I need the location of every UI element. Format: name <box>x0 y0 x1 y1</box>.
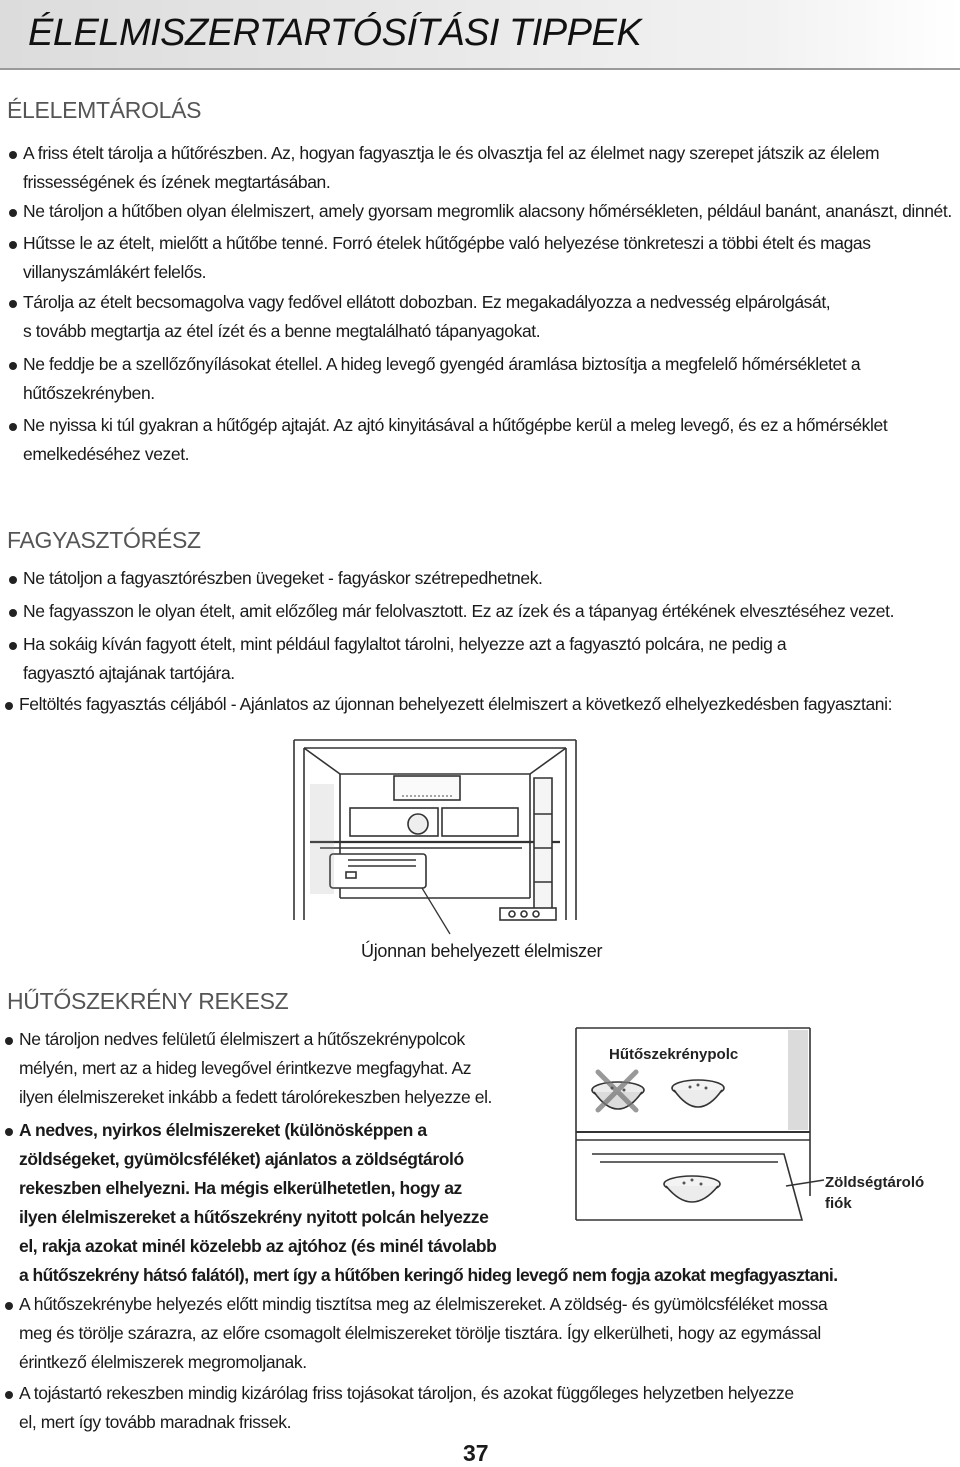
text-line: ilyen élelmiszereket a hűtőszekrény nyitott polcán helyezze <box>19 1207 489 1227</box>
bullet-dot <box>9 209 17 217</box>
fridge-heading: HŰTŐSZEKRÉNY REKESZ <box>7 988 289 1014</box>
text-line: mélyén, mert az a hideg levegővel érintkezve megfagyhat. Az <box>19 1058 472 1078</box>
bullet-dot <box>9 576 17 584</box>
text-line: Tárolja az ételt becsomagolva vagy fedővel ellátott dobozban. Ez megakadályozza a nedvesség elpárolgását, <box>23 292 831 312</box>
text-line: Ne tátoljon a fagyasztórészben üvegeket - fagyáskor szétrepedhetnek. <box>23 568 543 588</box>
storage-heading: ÉLELEMTÁROLÁS <box>7 97 202 123</box>
bullet-dot <box>5 1128 13 1136</box>
bullet-dot <box>9 362 17 370</box>
text-line: fagyasztó ajtajának tartójára. <box>23 663 235 683</box>
title-bar <box>0 0 960 70</box>
storage-bullet-2 <box>23 197 952 226</box>
storage-bullet-1 <box>23 139 879 197</box>
text-line: Ne tároljon nedves felületű élelmiszert a hűtőszekrénypolcok <box>19 1029 465 1049</box>
drawer-label-line1: Zöldségtároló <box>825 1174 925 1191</box>
storage-bullet-3 <box>23 229 871 287</box>
drawer-label-line2: fiók <box>825 1195 852 1212</box>
fridge-bullet-3 <box>19 1290 827 1377</box>
fridge-bullet-1 <box>19 1025 492 1112</box>
text-line: frissességének és ízének megtartásában. <box>23 172 331 192</box>
text-line: Ne feddje be a szellőzőnyílásokat étellel. A hideg levegő gyengéd áramlása biztosítja a megfelelő hőmérsékletet a <box>23 354 861 374</box>
bullet-dot <box>9 423 17 431</box>
text-line: A nedves, nyirkos élelmiszereket (különösképpen a <box>19 1120 427 1140</box>
text-line: A friss ételt tárolja a hűtőrészben. Az, hogyan fagyasztja le és olvasztja fel az élelmet nagy szerepet játszik az élelem <box>23 143 880 163</box>
bullet-dot <box>5 702 13 710</box>
bullet-dot <box>9 241 17 249</box>
freezer-heading: FAGYASZTÓRÉSZ <box>7 527 201 553</box>
page-number: 37 <box>463 1440 489 1466</box>
text-line: A tojástartó rekeszben mindig kizárólag friss tojásokat tároljon, és azokat függőleges helyzetben helyezze <box>19 1383 794 1403</box>
bullet-dot <box>9 300 17 308</box>
text-line: rekeszben elhelyezni. Ha mégis elkerülhetetlen, hogy az <box>19 1178 462 1198</box>
freezer-bullet-1 <box>23 564 543 593</box>
bullet-dot <box>5 1391 13 1399</box>
freezer-bullet-3 <box>23 630 786 688</box>
text-line: villanyszámlákért felelős. <box>23 262 207 282</box>
text-line: emelkedéséhez vezet. <box>23 444 190 464</box>
freezer-bullet-2 <box>23 597 894 626</box>
text-line: s tovább megtartja az étel ízét és a benne megtalálható tápanyagokat. <box>23 321 541 341</box>
text-line: ilyen élelmiszereket inkább a fedett tárolórekeszben helyezze el. <box>19 1087 493 1107</box>
freezer-bullet-4 <box>19 690 892 719</box>
fridge-bullet-4 <box>19 1379 794 1437</box>
text-line: A hűtőszekrénybe helyezés előtt mindig tisztítsa meg az élelmiszereket. A zöldség- és gyümölcsféléket mossa <box>19 1294 828 1314</box>
text-line: zöldségeket, gyümölcsféléket) ajánlatos a zöldségtároló <box>19 1149 464 1169</box>
text-line: hűtőszekrényben. <box>23 383 155 403</box>
freezer-figure-caption: Újonnan behelyezett élelmiszer <box>361 941 603 961</box>
text-line: meg és törölje szárazra, az előre csomagolt élelmiszereket törölje tisztára. Így elkerülheti, hogy az egymással <box>19 1323 821 1343</box>
text-line: el, mert így tovább maradnak frissek. <box>19 1412 292 1432</box>
text-line: Hűtsse le az ételt, mielőtt a hűtőbe tenné. Forró ételek hűtőgépbe való helyezése tönkreteszi a többi ételt és magas <box>23 233 871 253</box>
bullet-dot <box>5 1037 13 1045</box>
text-line: a hűtőszekrény hátsó falától), mert így a hűtőben keringő hideg levegő nem fogja azokat megfagyasztani. <box>19 1265 838 1285</box>
text-line: Feltöltés fagyasztás céljából - Ajánlatos az újonnan behelyezett élelmiszert a következő elhelyezkedésben fagyasztani: <box>19 694 893 714</box>
storage-bullet-6 <box>23 411 887 469</box>
text-line: el, rakja azokat minél közelebb az ajtóhoz (és minél távolabb <box>19 1236 497 1256</box>
storage-bullet-4 <box>23 288 830 346</box>
freezer-illustration <box>290 738 580 920</box>
storage-bullet-5 <box>23 350 860 408</box>
bullet-dot <box>5 1302 13 1310</box>
text-line: Ne tároljon a hűtőben olyan élelmiszert, amely gyorsam megromlik alacsony hőmérsékleten, például banánt, ananászt, dinnét. <box>23 201 952 221</box>
bullet-dot <box>9 642 17 650</box>
bullet-dot <box>9 151 17 159</box>
page-title: ÉLELMISZERTARTÓSÍTÁSI TIPPEK <box>28 12 642 54</box>
text-line: Ne fagyasszon le olyan ételt, amit előzőleg már felolvasztott. Ez az ízek és a tápanyag értékének elvesztéséhez vezet. <box>23 601 895 621</box>
text-line: érintkező élelmiszerek megromoljanak. <box>19 1352 307 1372</box>
bullet-dot <box>9 609 17 617</box>
shelf-label: Hűtőszekrénypolc <box>609 1046 739 1063</box>
text-line: Ne nyissa ki túl gyakran a hűtőgép ajtaját. Az ajtó kinyitásával a hűtőgépbe kerül a meleg levegő, és ez a hőmérséklet <box>23 415 888 435</box>
text-line: Ha sokáig kíván fagyott ételt, mint például fagylaltot tárolni, helyezze azt a fagyasztó polcára, ne pedig a <box>23 634 787 654</box>
